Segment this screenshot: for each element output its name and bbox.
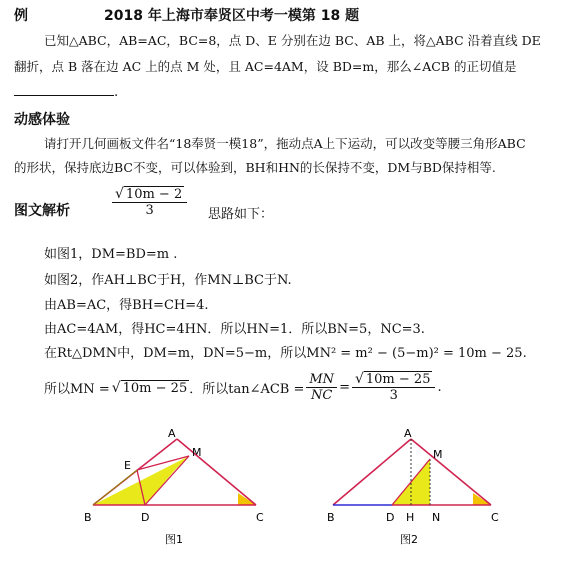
step-6-eq: = (339, 380, 350, 395)
answer-radicand: 10m − 2 (125, 187, 183, 202)
problem-end: . (114, 85, 119, 100)
answer-denominator: 3 (145, 203, 154, 218)
label-h: H (406, 511, 415, 524)
label-d: D (141, 511, 150, 524)
label-b: B (84, 511, 92, 524)
step-4: 由AC=4AM，得HC=4HN．所以HN=1．所以BN=5，NC=3. (44, 322, 425, 337)
side-ab (333, 439, 411, 505)
label-m: M (433, 448, 443, 461)
step-1: 如图1，DM=BD=m . (44, 247, 178, 262)
problem-title: 2018 年上海市奉贤区中考一模第 18 题 (104, 8, 360, 24)
label-a: A (404, 427, 412, 440)
answer-fraction: $\frac{√ 10m - 2}{3}$ (110, 187, 189, 218)
problem-line-1: 已知△ABC，AB=AC，BC=8，点 D、E 分别在边 BC、AB 上，将△ABC 沿着直线 DE (44, 33, 541, 48)
step-6-end: . (437, 380, 442, 395)
idea-label: 思路如下： (208, 207, 274, 222)
answer-blank (14, 81, 118, 100)
figure-1 (80, 425, 280, 565)
side-ac (177, 439, 256, 505)
caption-figure-2: 图2 (400, 533, 418, 546)
label-n: N (432, 511, 441, 524)
problem-line-2: 翻折，点 B 落在边 AC 上的点 M 处，且 AC=4AM，设 BD=m，那么∠ACB 的正切值是 (14, 59, 517, 74)
label-c: C (491, 511, 499, 524)
label-m: M (192, 446, 202, 459)
step-6-radicand-2: 10m − 25 (365, 372, 431, 387)
step-6-den-2: 3 (389, 388, 398, 403)
caption-figure-1: 图1 (165, 533, 183, 546)
blank-line (14, 81, 114, 96)
step-6-a: 所以MN = (44, 382, 110, 397)
step-2: 如图2，作AH⊥BC于H，作MN⊥BC于N. (44, 273, 292, 288)
step-6-radicand: 10m − 25 (122, 380, 188, 396)
yellow-folded-region (93, 456, 189, 505)
example-label: 例 (14, 8, 28, 24)
frac-nc: NC (311, 388, 333, 403)
dynamic-line-1: 请打开几何画板文件名“18奉贤一模18”，拖动点A上下运动，可以改变等腰三角形ABC (44, 136, 526, 151)
frac-mn: MN (306, 372, 337, 388)
analysis-heading: 图文解析 (14, 203, 70, 219)
step-3: 由AB=AC，得BH=CH=4. (44, 298, 209, 313)
step-6: 所以MN = √ 10m − 25 ．所以tan∠ACB = $\frac{MN}{NC}$ = $\frac{√ 10m - 25}{3}$ . (44, 371, 442, 403)
label-b: B (327, 511, 335, 524)
step-6-b: ．所以tan∠ACB = (189, 382, 305, 397)
label-e: E (124, 459, 131, 472)
dynamic-line-2: 的形状，保持底边BC不变，可以体验到，BH和HN的长保持不变，DM与BD保持相等. (14, 160, 496, 175)
step-5: 在Rt△DMN中，DM=m，DN=5−m，所以MN² = m² − (5−m)² = 10m − 25. (44, 346, 527, 361)
dynamic-heading: 动感体验 (14, 112, 70, 128)
label-d: D (386, 511, 395, 524)
label-c: C (256, 511, 264, 524)
figure-2 (325, 425, 525, 565)
label-a: A (168, 427, 176, 440)
